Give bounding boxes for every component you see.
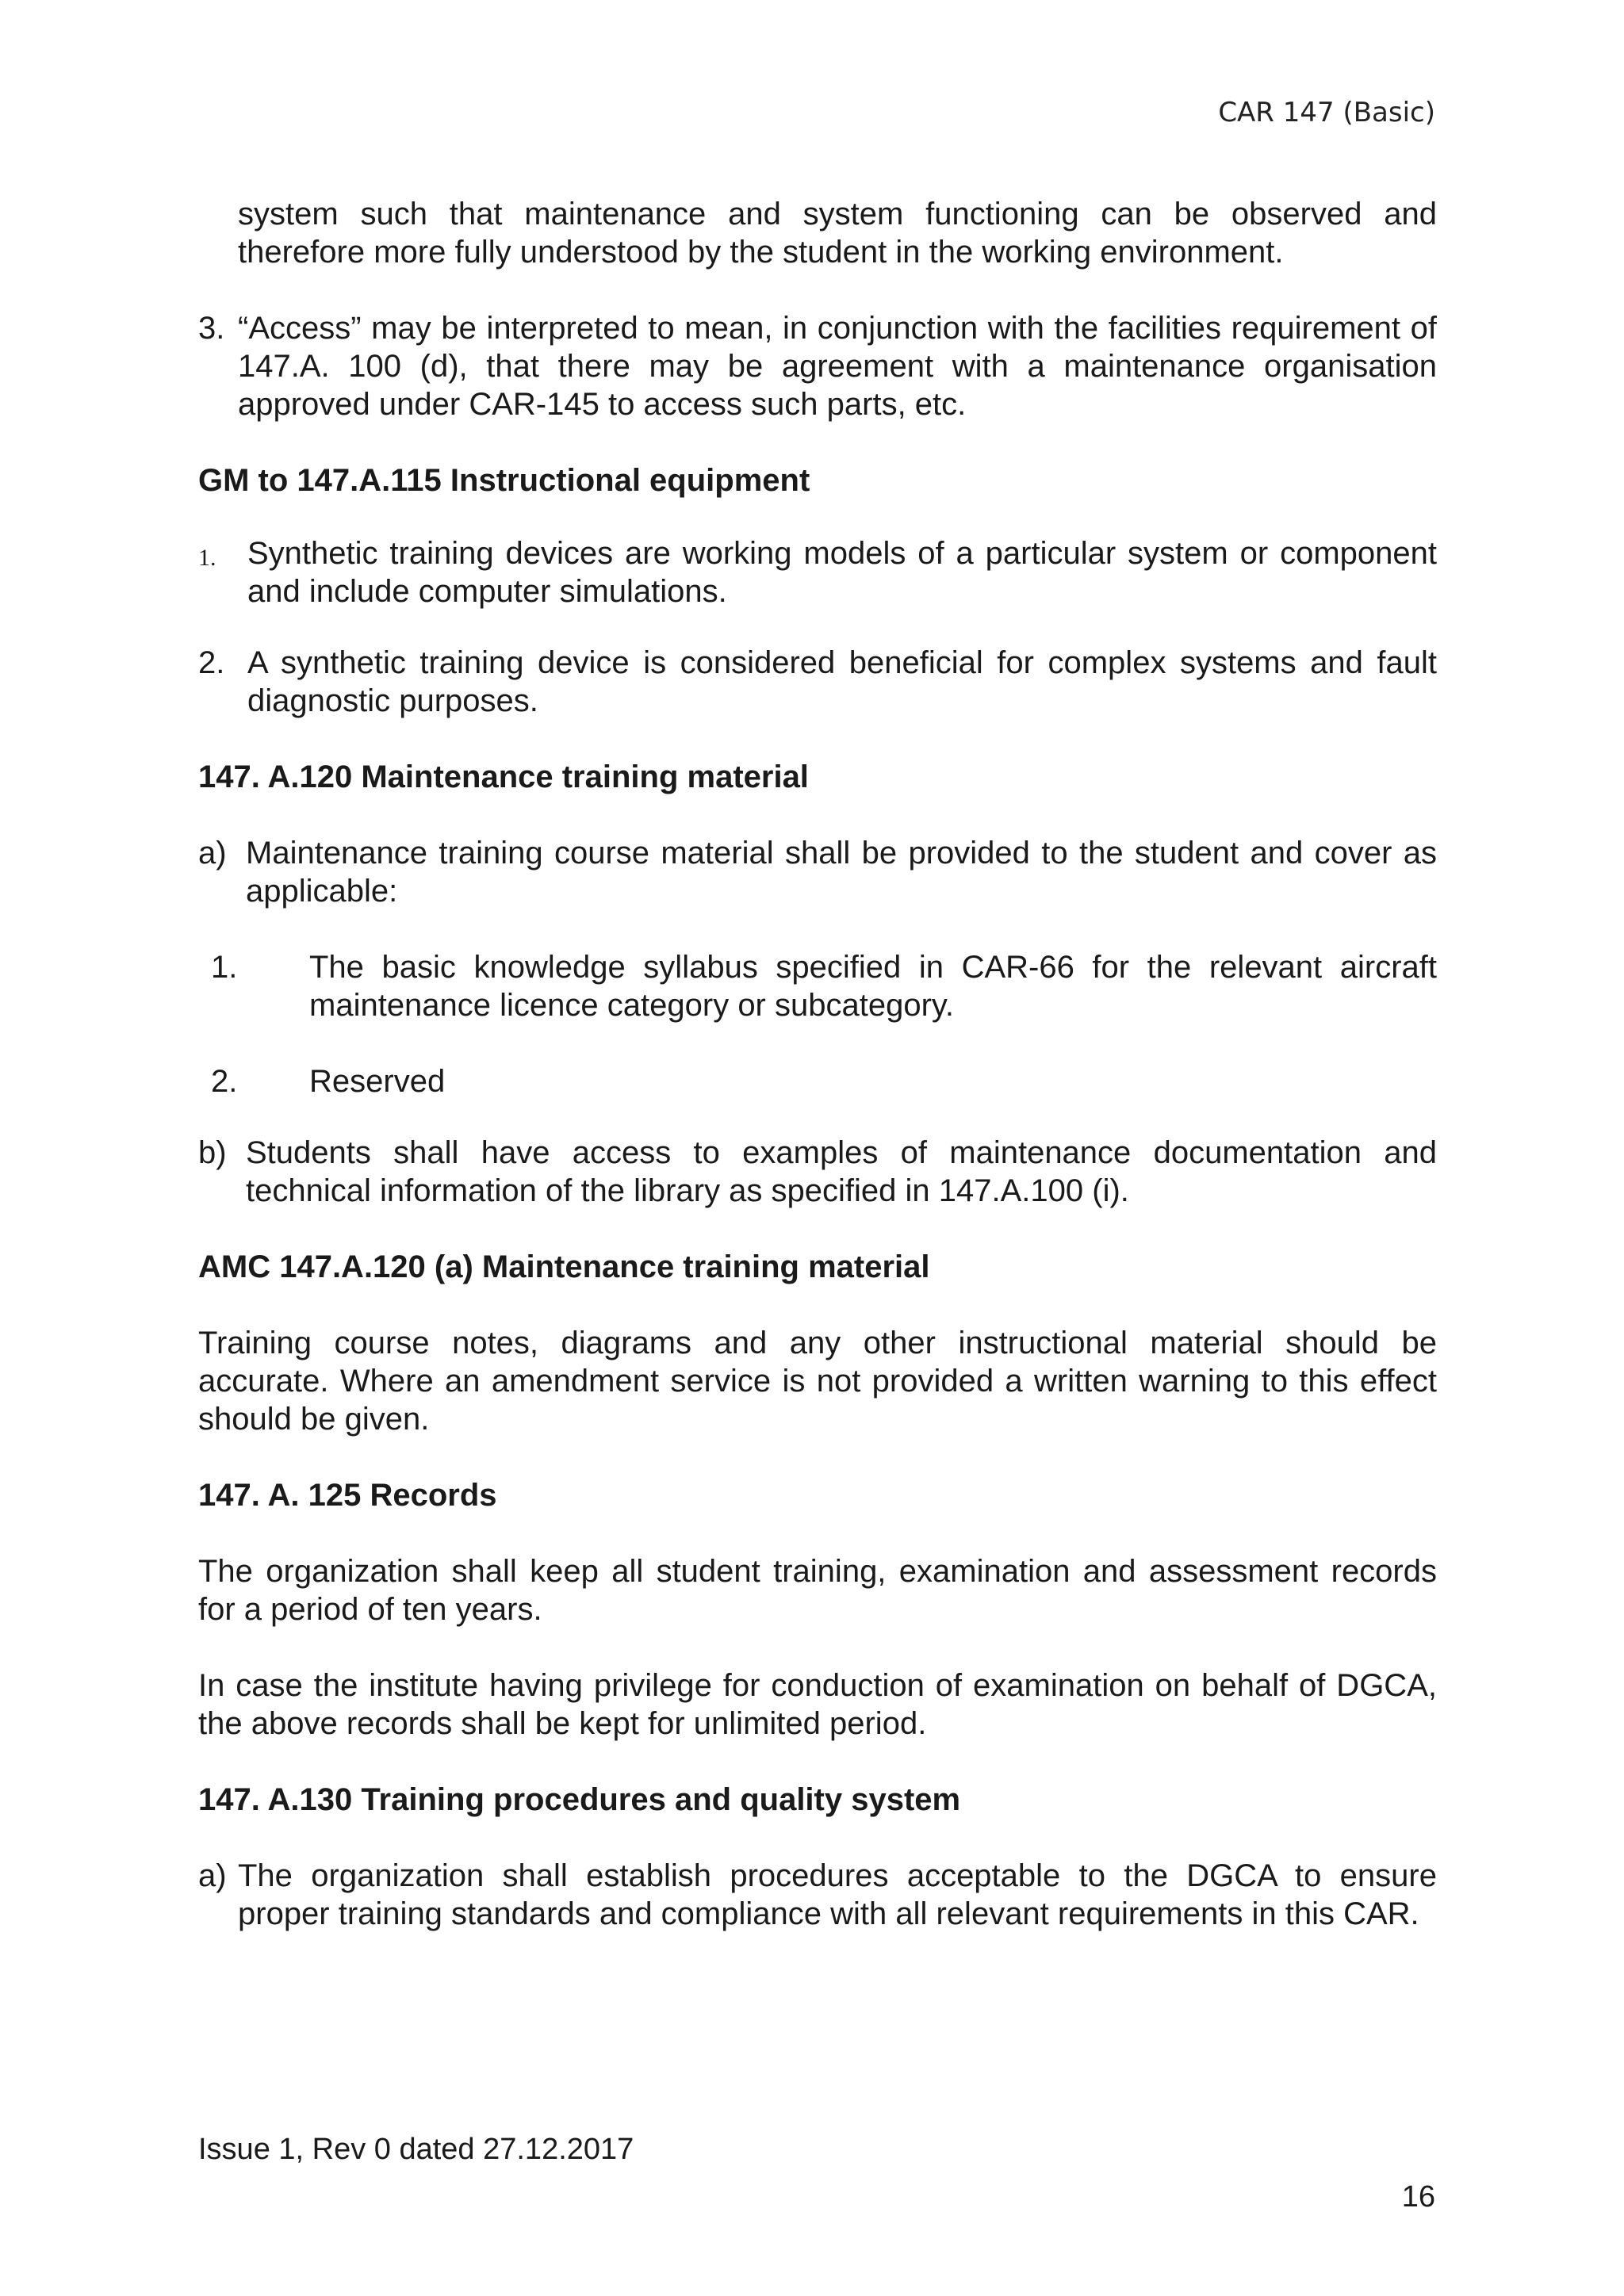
clause-a — [198, 834, 1437, 910]
records-paragraph: The organization shall keep all student training, examination and assessment records for a period of ten years. — [198, 1554, 1437, 1627]
list-item-number: 3. — [198, 311, 225, 346]
section-heading-amc-120: AMC 147.A.120 (a) Maintenance training material — [198, 1249, 930, 1284]
clause-text: The organization shall establish procedures acceptable to the DGCA to ensure proper training standards and compliance with all relevant requirements in this CAR. — [238, 1858, 1437, 1931]
list-item-text: “Access” may be interpreted to mean, in conjunction with the facilities requirement of 147.A. 100 (d), that there may be agreement with a maintenance organisation approved under CAR-145 to access such parts, etc. — [238, 311, 1437, 422]
clause-letter: a) — [198, 836, 227, 871]
clause-text: Students shall have access to examples of maintenance documentation and technical information of the library as specified in 147.A.100 (i). — [246, 1135, 1437, 1208]
list-item — [198, 644, 1437, 720]
records-paragraph: In case the institute having privilege for conduction of examination on behalf of DGCA, the above records shall be kept for unlimited period. — [198, 1668, 1437, 1741]
amc-paragraph: Training course notes, diagrams and any other instructional material should be accurate. Where an amendment service is not provided a written warning to this effect should be given. — [198, 1326, 1437, 1437]
list-item-text: The basic knowledge syllabus specified in CAR-66 for the relevant aircraft maintenance licence category or subcategory. — [309, 950, 1437, 1023]
list-item-number: 1. — [211, 950, 238, 985]
clause-text: Maintenance training course material shall be provided to the student and cover as applicable: — [246, 836, 1437, 909]
clause-b — [198, 1134, 1437, 1210]
clause-letter: a) — [198, 1858, 227, 1893]
page-header: CAR 147 (Basic) — [1218, 97, 1435, 128]
section-heading-130: 147. A.130 Training procedures and quality system — [198, 1782, 961, 1817]
list-item-number: 2. — [211, 1064, 238, 1099]
sub-list-item — [211, 1062, 1437, 1100]
page-number: 16 — [1401, 2180, 1435, 2214]
continuation-paragraph: system such that maintenance and system functioning can be observed and therefore more fully understood by the student in the working environment. — [238, 197, 1437, 270]
page-content — [198, 195, 1437, 1933]
section-heading-gm-115: GM to 147.A.115 Instructional equipment — [198, 463, 810, 498]
list-item-number: 2. — [198, 645, 225, 680]
list-item-text: Synthetic training devices are working models of a particular system or component and include computer simulations. — [247, 536, 1437, 609]
list-item-text: A synthetic training device is considered beneficial for complex systems and fault diagnostic purposes. — [247, 645, 1437, 718]
list-item — [198, 534, 1437, 610]
footer-issue: Issue 1, Rev 0 dated 27.12.2017 — [198, 2133, 634, 2166]
clause-letter: b) — [198, 1135, 227, 1170]
list-item-text: Reserved — [309, 1064, 446, 1099]
list-item-number: 1. — [198, 545, 216, 571]
list-item-3 — [198, 309, 1437, 423]
clause-a — [198, 1857, 1437, 1933]
section-heading-125: 147. A. 125 Records — [198, 1478, 497, 1513]
sub-list-item — [211, 948, 1437, 1024]
section-heading-120: 147. A.120 Maintenance training material — [198, 760, 809, 794]
